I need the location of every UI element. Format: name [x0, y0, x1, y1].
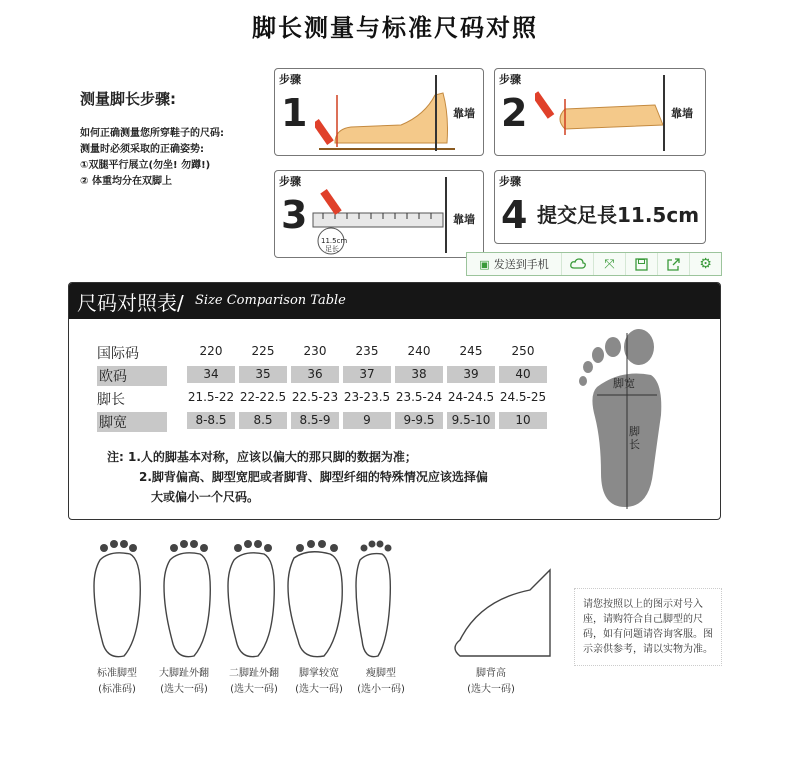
step-label: 步骤: [279, 175, 301, 188]
size-advice-note: 请您按照以上的图示对号入座，请购符合自己脚型的尺码，如有问题请咨询客服。图示亲供参考，请以实物为准。: [574, 588, 722, 666]
image-toolbar: [466, 252, 722, 276]
page-title: 脚长测量与标准尺码对照: [252, 14, 538, 42]
share-icon: [667, 258, 680, 271]
step-2-card: [494, 68, 706, 156]
table-cell: 10: [499, 412, 547, 429]
size-table-header: [69, 283, 720, 319]
foot-type-caption: 标准脚型 (标准码): [97, 668, 137, 695]
table-row: [97, 389, 549, 407]
measurement-notes: [80, 126, 224, 190]
table-cell: 22-22.5: [239, 390, 287, 404]
table-cell: 9.5-10: [447, 412, 495, 429]
cloud-button[interactable]: [562, 253, 594, 275]
table-cell: 235: [355, 344, 379, 358]
step-label: 步骤: [499, 73, 521, 86]
note-line: ①双腿平行展立(勿坐! 勿蹲!): [80, 160, 211, 171]
wall-label: 靠墙: [453, 213, 475, 226]
row-label: 国际码: [97, 346, 139, 362]
settings-icon: ⚙: [699, 256, 712, 272]
step-number: 1: [281, 91, 308, 135]
submit-foot-length-text: 提交足長11.5cm: [537, 203, 700, 227]
table-row: [97, 412, 549, 430]
steps-heading: 测量脚长步骤:: [80, 90, 176, 108]
table-cell: 24.5-25: [499, 390, 547, 404]
foot-length-tag: 11.5cm 足长: [321, 237, 348, 253]
table-cell: 9: [343, 412, 391, 429]
foot-types-illustration: [80, 530, 560, 662]
size-table-panel: [68, 282, 721, 520]
step-number: 3: [281, 193, 308, 237]
wall-line: [435, 75, 437, 151]
send-to-phone-label: 发送到手机: [493, 258, 549, 271]
step-label: 步骤: [499, 175, 521, 188]
size-table-title: 尺码对照表/: [77, 291, 184, 315]
table-cell: 8.5: [239, 412, 287, 429]
foot-illustration: [315, 85, 475, 153]
fullscreen-icon: ⤧: [604, 256, 615, 272]
table-cell: 9-9.5: [395, 412, 443, 429]
send-to-phone-button[interactable]: [467, 253, 562, 275]
table-row: [97, 343, 537, 361]
table-cell: 34: [187, 366, 235, 383]
table-cell: 250: [511, 344, 535, 358]
phone-icon: ▣: [479, 257, 490, 271]
foot-width-label: 脚宽: [613, 377, 635, 390]
table-cell: 40: [499, 366, 547, 383]
note-line: 大或偏小一个尺码。: [151, 490, 260, 504]
table-cell: 220: [199, 344, 223, 358]
foot-type-caption: 脚掌较宽 (选大一码): [295, 668, 343, 695]
cloud-icon: [570, 258, 586, 270]
foot-type-caption: 瘦脚型 (选小一码): [357, 668, 405, 695]
foot-illustration: [535, 85, 675, 145]
table-cell: 24-24.5: [447, 390, 495, 404]
step-label: 步骤: [279, 73, 301, 86]
step-number: 4: [501, 193, 528, 237]
table-cell: 21.5-22: [187, 390, 235, 404]
table-cell: 23.5-24: [395, 390, 443, 404]
wall-label: 靠墙: [453, 107, 475, 120]
size-table-subtitle: Size Comparison Table: [195, 293, 346, 308]
share-button[interactable]: [658, 253, 690, 275]
table-cell: 245: [459, 344, 483, 358]
step-1-card: [274, 68, 484, 156]
note-line: 测量时必须采取的正确姿势:: [80, 144, 204, 155]
note-line: ② 体重均分在双脚上: [80, 176, 172, 187]
step-4-card: [494, 170, 706, 244]
table-cell: 8-8.5: [187, 412, 235, 429]
notes-prefix: 注:: [107, 450, 124, 464]
table-cell: 23-23.5: [343, 390, 391, 404]
table-cell: 8.5-9: [291, 412, 339, 429]
table-cell: 240: [407, 344, 431, 358]
note-line: 1.人的脚基本对称，应该以偏大的那只脚的数据为准；: [128, 450, 417, 464]
foot-length-label: 脚 长: [629, 425, 640, 451]
foot-type-caption: 脚背高 (选大一码): [467, 668, 515, 695]
table-cell: 37: [343, 366, 391, 383]
foot-type-caption: 大脚趾外翻 (选大一码): [159, 668, 209, 695]
table-cell: 225: [251, 344, 275, 358]
row-label: 脚宽: [97, 412, 167, 432]
table-cell: 230: [303, 344, 327, 358]
table-cell: 39: [447, 366, 495, 383]
table-cell: 36: [291, 366, 339, 383]
save-icon: [635, 258, 648, 271]
row-label: 脚长: [97, 392, 125, 408]
step-3-card: [274, 170, 484, 258]
note-line: 如何正确测量您所穿鞋子的尺码:: [80, 128, 224, 139]
step-number: 2: [501, 91, 528, 135]
table-cell: 35: [239, 366, 287, 383]
row-label: 欧码: [97, 366, 167, 386]
wall-line: [663, 75, 665, 151]
size-table-notes: [107, 447, 488, 507]
wall-label: 靠墙: [671, 107, 693, 120]
table-cell: 22.5-23: [291, 390, 339, 404]
table-row: [97, 366, 549, 384]
note-line: 2.脚背偏高、脚型宽肥或者脚背、脚型纤细的特殊情况应该选择偏: [139, 470, 488, 484]
table-cell: 38: [395, 366, 443, 383]
wall-line: [445, 177, 447, 253]
settings-button[interactable]: [690, 253, 721, 275]
footprint-icon: [577, 323, 677, 513]
save-button[interactable]: [626, 253, 658, 275]
foot-type-caption: 二脚趾外翻 (选大一码): [229, 668, 279, 695]
fullscreen-button[interactable]: [594, 253, 626, 275]
